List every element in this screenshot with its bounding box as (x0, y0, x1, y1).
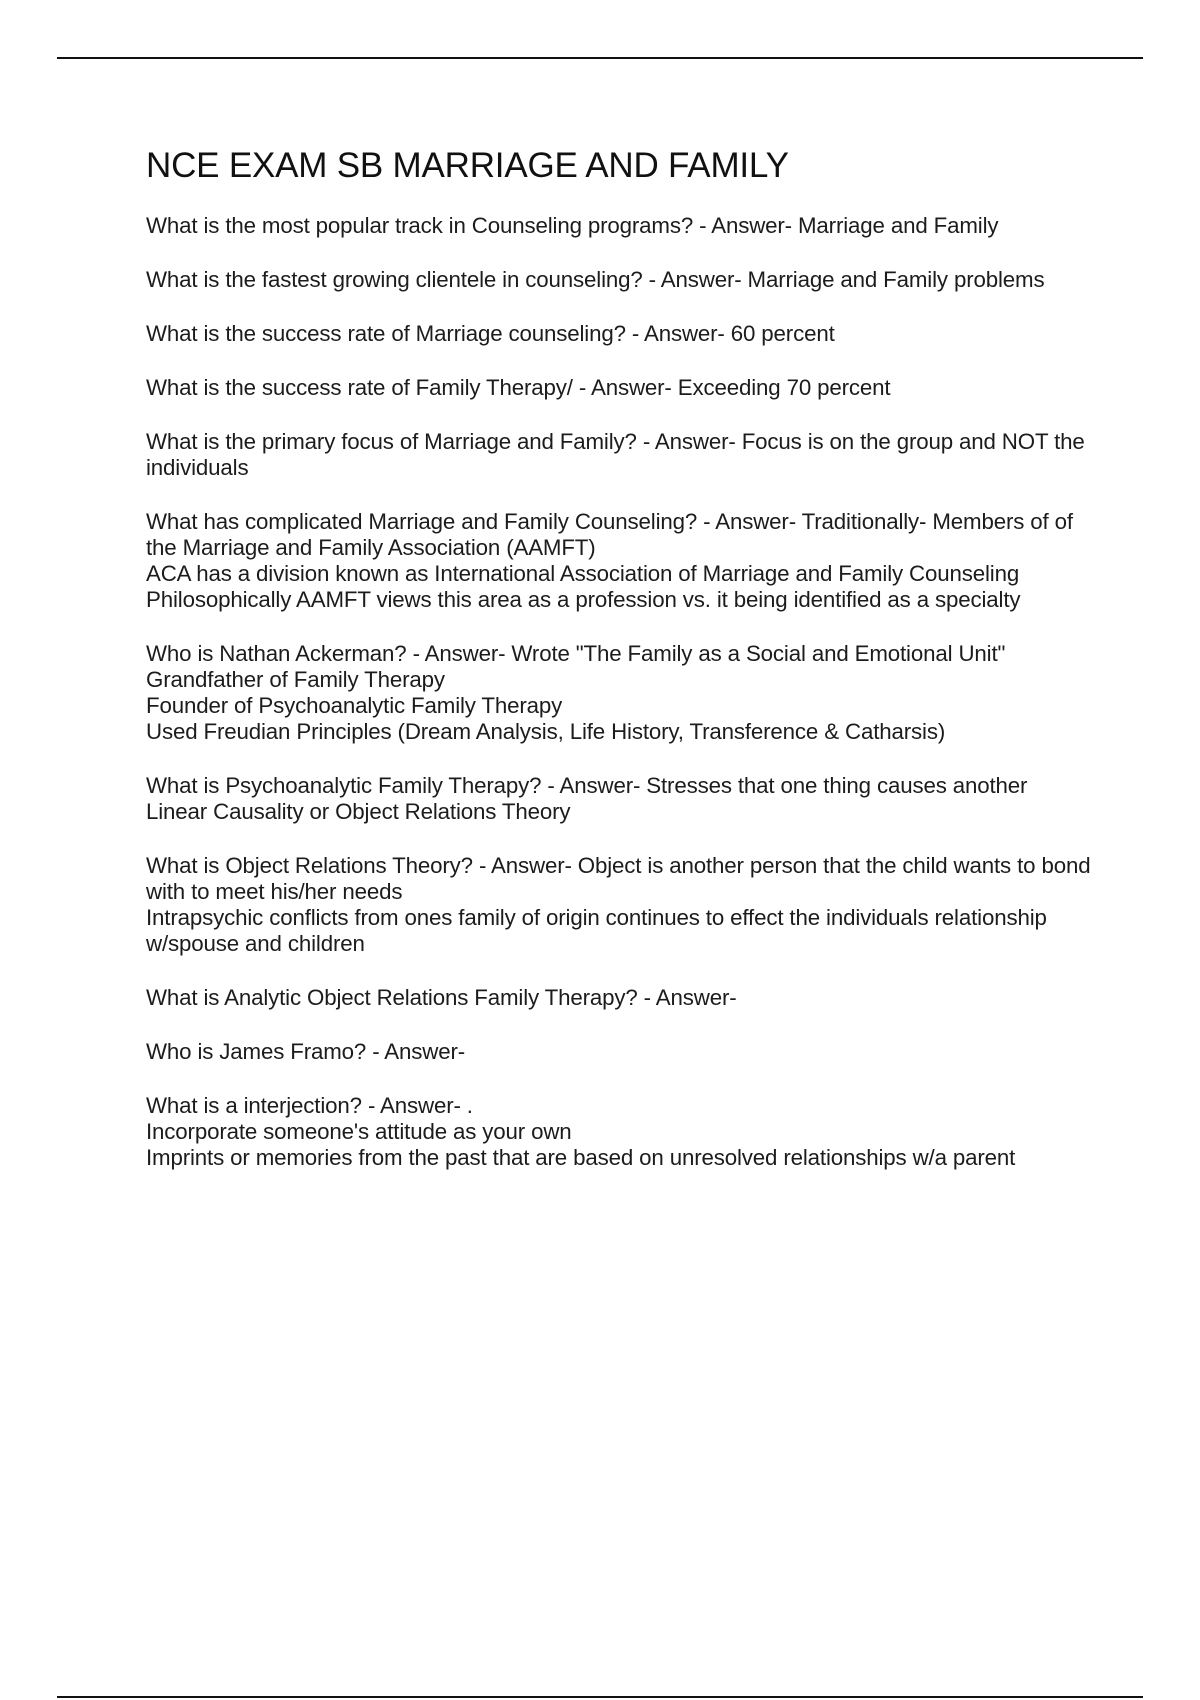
entry-line: Used Freudian Principles (Dream Analysis, Life History, Transference & Catharsis) (146, 719, 946, 744)
qa-entry-12 (146, 1093, 1106, 1171)
entry-line: Founder of Psychoanalytic Family Therapy (146, 693, 563, 718)
entry-line: What is the success rate of Family Therapy/ - Answer- Exceeding 70 percent (146, 375, 891, 400)
qa-entry-11 (146, 1039, 1106, 1065)
entry-line: What is the fastest growing clientele in counseling? - Answer- Marriage and Family problems (146, 267, 1045, 292)
qa-entry-5 (146, 429, 1106, 481)
entry-line: What is a interjection? - Answer- . (146, 1093, 473, 1118)
entry-line: What is the most popular track in Counseling programs? - Answer- Marriage and Family (146, 213, 999, 238)
entry-line: ACA has a division known as International Association of Marriage and Family Counseling (146, 561, 1020, 586)
entry-line: Intrapsychic conflicts from ones family of origin continues to effect the individuals relationship w/spouse and children (146, 905, 1047, 956)
qa-entry-9 (146, 853, 1106, 957)
document-title: NCE EXAM SB MARRIAGE AND FAMILY (146, 146, 789, 185)
qa-entry-2 (146, 267, 1106, 293)
bottom-rule (57, 1696, 1143, 1698)
entry-line: Grandfather of Family Therapy (146, 667, 445, 692)
qa-entry-6 (146, 509, 1106, 613)
qa-entry-1 (146, 213, 1106, 239)
qa-entry-7 (146, 641, 1106, 745)
document-body (146, 144, 1106, 1199)
entry-line: What is the success rate of Marriage counseling? - Answer- 60 percent (146, 321, 835, 346)
qa-entry-8 (146, 773, 1106, 825)
entry-line: What is the primary focus of Marriage and Family? - Answer- Focus is on the group and NOT the individuals (146, 429, 1085, 480)
entry-line: What is Analytic Object Relations Family Therapy? - Answer- (146, 985, 737, 1010)
entry-line: What is Object Relations Theory? - Answer- Object is another person that the child wants to bond with to meet his/her needs (146, 853, 1091, 904)
top-rule (57, 57, 1143, 59)
entry-line: What has complicated Marriage and Family Counseling? - Answer- Traditionally- Members of of the Marriage and Family Association (AAMFT) (146, 509, 1073, 560)
qa-entry-3 (146, 321, 1106, 347)
entry-line: What is Psychoanalytic Family Therapy? - Answer- Stresses that one thing causes another (146, 773, 1028, 798)
qa-entry-10 (146, 985, 1106, 1011)
entry-line: Who is James Framo? - Answer- (146, 1039, 466, 1064)
entry-line: Imprints or memories from the past that are based on unresolved relationships w/a parent (146, 1145, 1016, 1170)
entry-line: Who is Nathan Ackerman? - Answer- Wrote "The Family as a Social and Emotional Unit" (146, 641, 1006, 666)
entry-line: Incorporate someone's attitude as your own (146, 1119, 572, 1144)
entry-line: Philosophically AAMFT views this area as a profession vs. it being identified as a specialty (146, 587, 1021, 612)
qa-entry-4 (146, 375, 1106, 401)
entry-line: Linear Causality or Object Relations Theory (146, 799, 571, 824)
